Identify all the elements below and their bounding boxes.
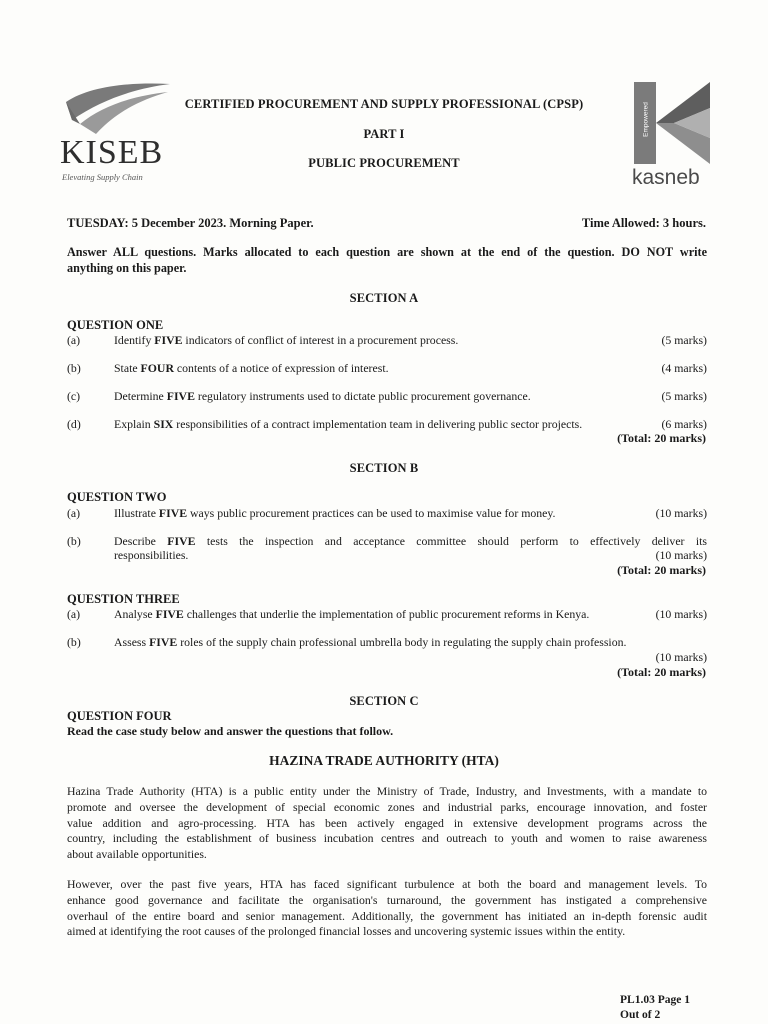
paragraph-line: aimed at identifying the root causes of the prolonged financial losses and uncovering systemic issues within the entity. [67, 924, 626, 939]
item-text-post: responsibilities of a contract implementation team in delivering public sector projects. [173, 417, 583, 431]
item-letter: (c) [67, 389, 81, 403]
paragraph-line: promote and oversee the development of special economic zones and industrial parks, encourage innovation, and foster [67, 799, 707, 814]
item-marks: (6 marks) [661, 417, 707, 431]
kiseb-tagline: Elevating Supply Chain [62, 172, 143, 182]
instructions [67, 245, 707, 276]
question-two-label: QUESTION TWO [67, 490, 167, 504]
item-keyword: SIX [153, 417, 174, 431]
item-marks: (5 marks) [661, 333, 707, 347]
page-code: PL1.03 Page 1 [620, 994, 690, 1006]
item-text [114, 506, 594, 521]
page-of: Out of 2 [620, 1009, 661, 1021]
item-letter: (a) [67, 506, 81, 520]
item-keyword: FIVE [158, 506, 188, 520]
kiseb-name: KISEB [60, 134, 164, 171]
paragraph-line: country, including the establishment of business incubation centres and outreach to youth and women to raise awareness [67, 831, 707, 846]
item-text [114, 389, 594, 404]
item-text [114, 417, 644, 432]
item-text [114, 361, 594, 376]
item-text-pre: Illustrate [114, 506, 159, 520]
item-text [114, 333, 594, 348]
question-four-label: QUESTION FOUR [67, 709, 172, 723]
case-study-title: HAZINA TRADE AUTHORITY (HTA) [269, 753, 499, 768]
question-2-total: (Total: 20 marks) [617, 563, 706, 577]
case-paragraph-1 [67, 784, 707, 863]
section-a-title: SECTION A [349, 291, 419, 305]
item-text [114, 534, 707, 549]
item-text-post: indicators of conflict of interest in a procurement process. [182, 333, 459, 347]
paragraph-line: about available opportunities. [67, 847, 207, 862]
item-text-post: challenges that underlie the implementation of public procurement reforms in Kenya. [183, 607, 590, 621]
exam-title: CERTIFIED PROCUREMENT AND SUPPLY PROFESSIONAL (CPSP) [184, 97, 584, 111]
item-marks: (10 marks) [655, 506, 707, 520]
question-3b [67, 635, 707, 665]
item-letter: (b) [67, 635, 81, 649]
item-marks: (5 marks) [661, 389, 707, 403]
item-text-post: contents of a notice of expression of interest. [173, 361, 389, 375]
item-marks: (4 marks) [661, 361, 707, 375]
item-marks: (10 marks) [655, 650, 707, 664]
item-text-pre: Explain [114, 417, 154, 431]
question-three-label: QUESTION THREE [67, 592, 180, 606]
item-keyword: FIVE [149, 635, 178, 649]
item-text-post: ways public procurement practices can be used to maximise value for money. [187, 506, 556, 520]
time-allowed: Time Allowed: 3 hours. [581, 216, 706, 230]
item-keyword: FIVE [167, 534, 196, 548]
question-1-total: (Total: 20 marks) [617, 431, 706, 445]
kasneb-vertical-text: Empowered [642, 102, 650, 137]
question-2b [67, 534, 707, 564]
item-text-post: tests the inspection and acceptance committee should perform to effectively deliver its [195, 534, 707, 548]
item-text-pre: State [114, 361, 141, 375]
paragraph-line: value addition and agro-processing. HTA has been actively engaged in extensive development programs across the [67, 815, 707, 830]
paragraph-line: enhance good governance and facilitate the organisation's turnaround, the government has instigated a comprehensive [67, 892, 707, 907]
item-text [114, 635, 707, 650]
item-marks: (10 marks) [655, 607, 707, 621]
item-text-line-2: responsibilities. [114, 548, 189, 562]
item-keyword: FIVE [155, 607, 184, 621]
section-b-title: SECTION B [349, 461, 419, 475]
kasneb-name: kasneb [632, 166, 700, 189]
item-letter: (a) [67, 333, 81, 347]
exam-date: TUESDAY: 5 December 2023. Morning Paper. [67, 216, 314, 230]
item-letter: (a) [67, 607, 81, 621]
item-marks: (10 marks) [655, 548, 707, 562]
item-keyword: FOUR [140, 361, 174, 375]
instructions-line-2: anything on this paper. [67, 260, 187, 275]
item-text-post: regulatory instruments used to dictate public procurement governance. [194, 389, 531, 403]
question-one-label: QUESTION ONE [67, 318, 164, 332]
item-letter: (b) [67, 361, 81, 375]
exam-part: PART I [363, 127, 405, 141]
case-study-instruction: Read the case study below and answer the questions that follow. [67, 724, 394, 738]
item-keyword: FIVE [166, 389, 195, 403]
section-c-title: SECTION C [349, 694, 419, 708]
item-keyword: FIVE [154, 333, 183, 347]
item-text-pre: Identify [114, 333, 155, 347]
paragraph-line: Hazina Trade Authority (HTA) is a public entity under the Ministry of Trade, Industry, and Investments, with a mandate to [67, 784, 707, 798]
item-letter: (d) [67, 417, 81, 431]
paper-name: PUBLIC PROCUREMENT [308, 156, 460, 170]
item-text-post: roles of the supply chain professional umbrella body in regulating the supply chain profession. [177, 635, 627, 649]
case-paragraph-2 [67, 877, 707, 940]
question-3-total: (Total: 20 marks) [617, 665, 706, 679]
item-text-pre: Analyse [114, 607, 156, 621]
instructions-line-1: Answer ALL questions. Marks allocated to each question are shown at the end of the question. DO NOT write [67, 245, 707, 259]
page-footer [620, 993, 690, 1023]
item-text-pre: Assess [114, 635, 150, 649]
item-text-pre: Determine [114, 389, 167, 403]
paragraph-line: However, over the past five years, HTA has faced significant turbulence at both the board and management levels. To [67, 877, 707, 891]
paragraph-line: overhaul of the entire board and senior management. Additionally, the government has initiated an in-depth forensic audit [67, 908, 707, 923]
item-text [114, 607, 644, 622]
item-letter: (b) [67, 534, 81, 548]
item-text-pre: Describe [114, 534, 168, 548]
